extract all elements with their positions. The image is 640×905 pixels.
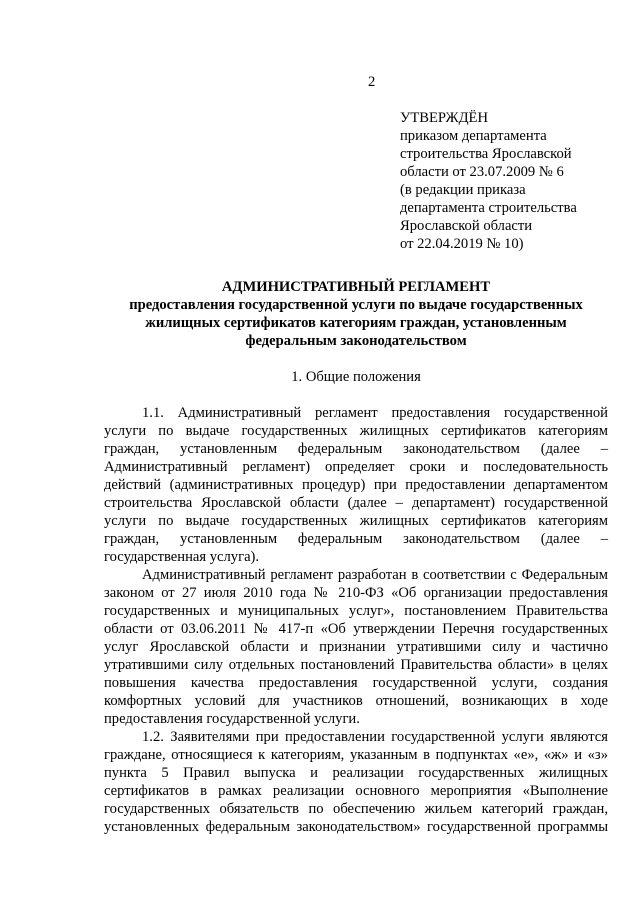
title-subtitle-line: жилищных сертификатов категориям граждан, установленным xyxy=(145,315,567,331)
approval-line: департамента строительства xyxy=(400,200,577,216)
approval-title: УТВЕРЖДЁН xyxy=(400,110,488,126)
text-line: пункта 5 Правил выпуска и реализации государственных жилищных xyxy=(104,765,608,781)
text-line: повышения качества предоставления государственной услуги, создания xyxy=(104,675,608,691)
text-line: комфортных условий для участников отношений, возникающих в ходе xyxy=(104,693,608,709)
title-subtitle-line: федеральным законодательством xyxy=(245,333,467,349)
text-line: граждан, установленным федеральным законодательством (далее – xyxy=(104,531,608,547)
text-line: Административный регламент разработан в соответствии с Федеральным xyxy=(142,567,608,583)
section-heading: 1. Общие положения xyxy=(291,369,421,385)
text-line: граждан, установленным федеральным законодательством (далее – xyxy=(104,441,608,457)
text-line: 1.2. Заявителями при предоставлении государственной услуги являются xyxy=(142,729,608,745)
approval-line: строительства Ярославской xyxy=(400,146,572,162)
text-line: граждане, относящиеся к категориям, указанным в подпунктах «е», «ж» и «з» xyxy=(104,747,608,763)
text-line: государственных и муниципальных услуг», постановлением Правительства xyxy=(104,603,608,619)
text-line: сертификатов в рамках реализации основного мероприятия «Выполнение xyxy=(104,783,608,799)
text-line: Административный регламент) определяет сроки и последовательность xyxy=(104,459,608,475)
approval-line: области от 23.07.2009 № 6 xyxy=(400,164,564,180)
text-line: услуг Ярославской области и признании утратившими силу и частично xyxy=(104,639,608,655)
text-line: строительства Ярославской области (далее – департамент) государственной xyxy=(104,495,608,511)
title-main: АДМИНИСТРАТИВНЫЙ РЕГЛАМЕНТ xyxy=(221,279,491,295)
text-line: государственных обязательств по обеспечению жильем категорий граждан, xyxy=(104,801,608,817)
text-line: услуги по выдаче государственных жилищных сертификатов категориям xyxy=(104,513,608,529)
approval-line: (в редакции приказа xyxy=(400,182,526,198)
text-line: услуги по выдаче государственных жилищных сертификатов категориям xyxy=(104,423,608,439)
page-number: 2 xyxy=(368,74,376,90)
text-line: 1.1. Административный регламент предоставления государственной xyxy=(142,405,608,421)
title-subtitle-line: предоставления государственной услуги по выдаче государственных xyxy=(129,297,583,313)
text-line: предоставления государственной услуги. xyxy=(104,711,360,727)
text-line: действий (административных процедур) при предоставлении департаментом xyxy=(104,477,608,493)
text-line: установленных федеральным законодательством» государственной программы xyxy=(104,819,608,835)
text-line: области от 03.06.2011 № 417-п «Об утверждении Перечня государственных xyxy=(104,621,608,637)
text-line: государственная услуга). xyxy=(104,549,260,565)
text-line: утратившими силу отдельных постановлений Правительства области» в целях xyxy=(104,657,608,673)
text-line: законом от 27 июля 2010 года № 210-ФЗ «Об организации предоставления xyxy=(104,585,608,601)
approval-line: приказом департамента xyxy=(400,128,547,144)
approval-line: Ярославской области xyxy=(400,218,533,234)
approval-line: от 22.04.2019 № 10) xyxy=(400,236,524,252)
